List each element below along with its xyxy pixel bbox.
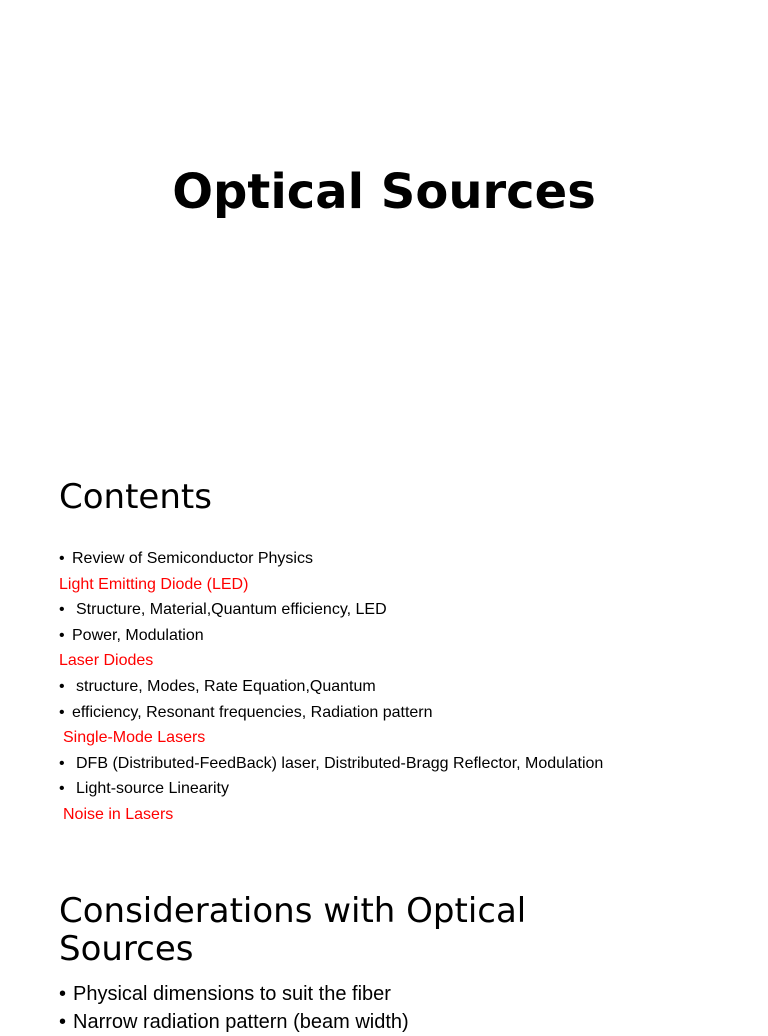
- list-item: [59, 980, 409, 1008]
- bullet-icon: •: [59, 626, 65, 644]
- contents-list: [59, 546, 603, 828]
- list-item: [59, 1008, 409, 1036]
- list-item-text: Narrow radiation pattern (beam width): [73, 1011, 409, 1033]
- list-item-text: Laser Diodes: [59, 652, 154, 670]
- considerations-slide: [0, 860, 768, 1033]
- bullet-icon: •: [59, 754, 65, 772]
- contents-slide: [0, 440, 768, 860]
- section-label-single-mode-lasers: [59, 725, 603, 751]
- list-item-text: Single-Mode Lasers: [63, 729, 206, 747]
- bullet-icon: •: [59, 983, 67, 1005]
- list-item-text: structure, Modes, Rate Equation,Quantum: [76, 677, 376, 695]
- section-label-laser-diodes: [59, 648, 603, 674]
- list-item: [59, 674, 603, 700]
- bullet-icon: •: [59, 601, 65, 619]
- list-item: [59, 700, 603, 726]
- list-item: [59, 751, 603, 777]
- list-item-text: efficiency, Resonant frequencies, Radiation pattern: [72, 703, 433, 721]
- title-slide: [0, 0, 768, 440]
- list-item: [59, 597, 603, 623]
- list-item: [59, 546, 603, 572]
- page-title: Optical Sources: [172, 164, 596, 220]
- considerations-list: [59, 980, 409, 1036]
- list-item-text: Physical dimensions to suit the fiber: [73, 983, 391, 1005]
- list-item-text: Noise in Lasers: [63, 805, 174, 823]
- bullet-icon: •: [59, 1011, 67, 1033]
- list-item-text: DFB (Distributed-FeedBack) laser, Distributed-Bragg Reflector, Modulation: [76, 754, 604, 772]
- list-item: [59, 623, 603, 649]
- list-item-text: Light Emitting Diode (LED): [59, 575, 249, 593]
- bullet-icon: •: [59, 703, 65, 721]
- list-item-text: Power, Modulation: [72, 626, 204, 644]
- considerations-heading: Considerations with Optical Sources: [59, 891, 527, 969]
- bullet-icon: •: [59, 550, 65, 567]
- bullet-icon: •: [59, 677, 65, 695]
- contents-heading: Contents: [59, 477, 212, 517]
- section-label-noise-in-lasers: [59, 802, 603, 828]
- list-item-text: Review of Semiconductor Physics: [72, 550, 313, 567]
- list-item-text: Structure, Material,Quantum efficiency, LED: [76, 601, 387, 619]
- list-item-text: Light-source Linearity: [76, 780, 229, 798]
- section-label-led: [59, 572, 603, 598]
- bullet-icon: •: [59, 780, 65, 798]
- list-item: [59, 776, 603, 802]
